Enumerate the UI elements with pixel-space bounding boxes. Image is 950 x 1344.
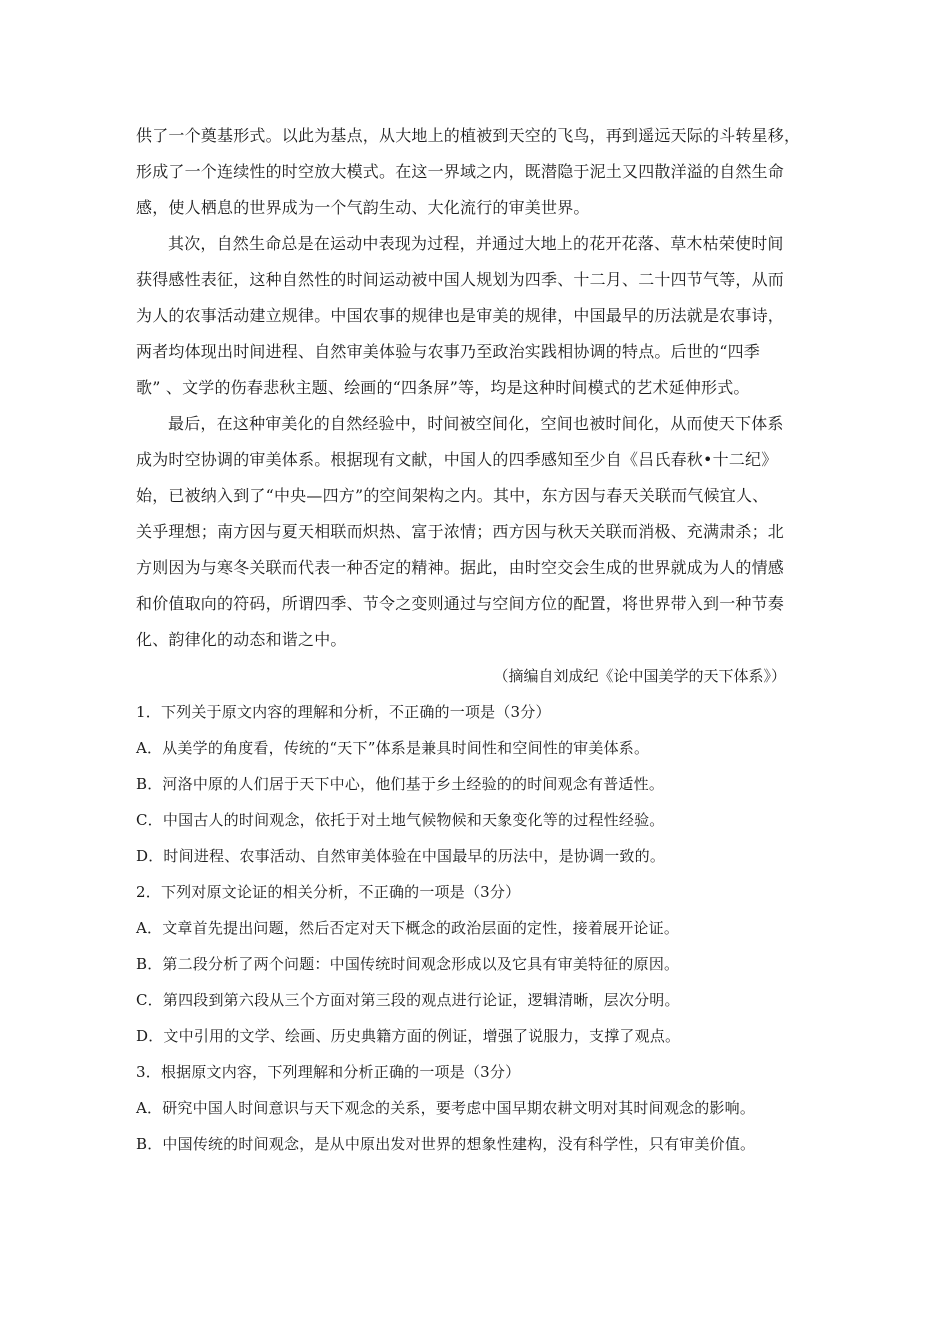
document-content <box>136 118 826 1162</box>
option-d: D．时间进程、农事活动、自然审美体验在中国最早的历法中，是协调一致的。 <box>136 847 666 865</box>
text-line: 方则因为与寒冬关联而代表一种否定的精神。据此，由时空交会生成的世界就成为人的情感 <box>136 558 785 577</box>
question-stem: 2．下列对原文论证的相关分析，不正确的一项是（3分） <box>136 883 521 901</box>
text-line: 感，使人栖息的世界成为一个气韵生动、大化流行的审美世界。 <box>136 198 590 217</box>
paragraph-2 <box>136 226 826 406</box>
text-line: 为人的农事活动建立规律。中国农事的规律也是审美的规律，中国最早的历法就是农事诗， <box>136 306 785 325</box>
paragraph-1 <box>136 118 826 226</box>
text-line: 成为时空协调的审美体系。根据现有文献，中国人的四季感知至少自《吕氏春秋•十二纪》 <box>136 450 778 469</box>
option-b: B．河洛中原的人们居于天下中心，他们基于乡土经验的的时间观念有普适性。 <box>136 775 665 793</box>
question-2 <box>136 874 826 1054</box>
text-line: 两者均体现出时间进程、自然审美体验与农事乃至政治实践相协调的特点。后世的“四季 <box>136 342 760 361</box>
text-line: 歌” 、文学的伤春悲秋主题、绘画的“四条屏”等，均是这种时间模式的艺术延伸形式。 <box>136 378 750 397</box>
option-c: C．第四段到第六段从三个方面对第三段的观点进行论证，逻辑清晰，层次分明。 <box>136 991 680 1009</box>
question-1 <box>136 694 826 874</box>
question-stem: 3．根据原文内容，下列理解和分析正确的一项是（3分） <box>136 1063 521 1081</box>
text-line: 和价值取向的符码，所谓四季、节令之变则通过与空间方位的配置，将世界带入到一种节奏 <box>136 594 785 613</box>
question-stem: 1．下列关于原文内容的理解和分析，不正确的一项是（3分） <box>136 703 551 721</box>
source-citation: （摘编自刘成纪《论中国美学的天下体系》） <box>493 667 786 685</box>
text-line: 形成了一个连续性的时空放大模式。在这一界域之内，既潜隐于泥土又四散洋溢的自然生命 <box>136 162 785 181</box>
paragraph-3 <box>136 406 826 658</box>
text-line: 始，已被纳入到了“中央—四方”的空间架构之内。其中，东方因与春天关联而气候宜人、 <box>136 486 769 505</box>
option-a: A．文章首先提出问题，然后否定对天下概念的政治层面的定性，接着展开论证。 <box>136 919 680 937</box>
text-line: 关乎理想；南方因与夏天相联而炽热、富于浓情；西方因与秋天关联而消极、充满肃杀；北 <box>136 522 785 541</box>
text-line: 供了一个奠基形式。以此为基点，从大地上的植被到天空的飞鸟，再到遥远天际的斗转星移， <box>136 126 801 145</box>
question-3 <box>136 1054 826 1162</box>
text-line: 最后，在这种审美化的自然经验中，时间被空间化，空间也被时间化，从而使天下体系 <box>168 414 784 433</box>
option-a: A．从美学的角度看，传统的“天下”体系是兼具时间性和空间性的审美体系。 <box>136 739 650 757</box>
text-line: 获得感性表征，这种自然性的时间运动被中国人规划为四季、十二月、二十四节气等，从而 <box>136 270 785 289</box>
option-d: D．文中引用的文学、绘画、历史典籍方面的例证，增强了说服力，支撑了观点。 <box>136 1027 681 1045</box>
text-line: 其次，自然生命总是在运动中表现为过程，并通过大地上的花开花落、草木枯荣使时间 <box>168 234 784 253</box>
option-c: C．中国古人的时间观念，依托于对土地气候物候和天象变化等的过程性经验。 <box>136 811 665 829</box>
text-line: 化、韵律化的动态和谐之中。 <box>136 630 347 649</box>
option-b: B．中国传统的时间观念，是从中原出发对世界的想象性建构，没有科学性，只有审美价值。 <box>136 1135 756 1153</box>
option-a: A．研究中国人时间意识与天下观念的关系，要考虑中国早期农耕文明对其时间观念的影响。 <box>136 1099 756 1117</box>
option-b: B．第二段分析了两个问题：中国传统时间观念形成以及它具有审美特征的原因。 <box>136 955 680 973</box>
